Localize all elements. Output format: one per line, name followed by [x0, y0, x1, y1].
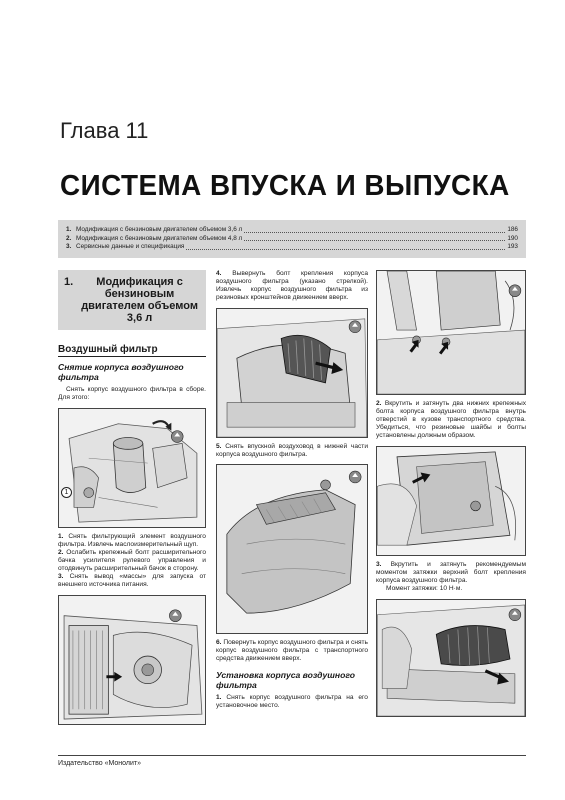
toc-page: 186 — [507, 226, 518, 233]
procedure-heading: Установка корпуса воздушного фильтра — [216, 670, 355, 690]
step-item — [376, 561, 526, 585]
page-title: СИСТЕМА ВПУСКА И ВЫПУСКА — [60, 170, 510, 202]
step-item — [216, 694, 368, 710]
column-right — [376, 270, 526, 717]
step-text: Вывернуть болт крепления корпуса воздушного фильтра (указано стрелкой). Извлечь корпус воздушного фильтра из резиновых кронштейнов движением вверх. — [216, 270, 368, 301]
toc-leader — [186, 243, 505, 250]
toc-text: Модификация с бензиновым двигателем объемом 3,6 л — [76, 226, 243, 233]
torque-spec: Момент затяжки: 10 Н·м. — [386, 585, 463, 592]
subsection-heading: Воздушный фильтр — [58, 344, 206, 357]
toc-row[interactable] — [66, 243, 518, 252]
footer-divider — [58, 755, 526, 756]
figure-filter-bolt — [216, 308, 368, 438]
figure-lower-bolts — [376, 270, 526, 395]
step-text: Снять корпус воздушного фильтра на его установочное место. — [216, 694, 368, 710]
step-item — [58, 533, 206, 549]
callout-marker: 1 — [61, 487, 72, 498]
toc-number: 3. — [66, 243, 72, 251]
chapter-heading: Глава 11 — [60, 118, 149, 143]
toc-text: Модификация с бензиновым двигателем объемом 4,8 л — [76, 234, 243, 242]
step-text: Ослабить крепежный болт расширительного бачка усилителя рулевого управления и отодвинуть расширительный бачок в сторону. — [58, 549, 206, 573]
table-of-contents — [58, 220, 526, 258]
figure-ground-terminal — [58, 595, 206, 725]
step-item — [216, 270, 368, 302]
step-item — [58, 549, 206, 573]
section-title: Модификация с бензиновым двигателем объемом 3,6 л — [81, 276, 198, 324]
step-text: Снять впускной воздуховод в нижней части корпуса воздушного фильтра. — [216, 443, 368, 458]
step-item — [376, 400, 526, 440]
figure-engine-bay-filter — [58, 408, 206, 528]
step-text: Снять вывод «массы» для запуска от внешнего источника питания. — [58, 573, 206, 589]
toc-number: 2. — [66, 234, 72, 242]
ground-terminal-illustration — [59, 596, 205, 724]
column-middle — [216, 270, 368, 710]
lower-bolts-illustration — [377, 271, 525, 394]
toc-leader — [244, 235, 505, 242]
toc-page: 193 — [507, 243, 518, 251]
procedure-heading: Снятие корпуса воздушного фильтра — [58, 362, 184, 382]
figure-intake-duct — [216, 464, 368, 634]
step-item — [216, 443, 368, 459]
step-item — [58, 573, 206, 589]
toc-text: Сервисные данные и спецификация — [76, 243, 185, 251]
step-number: 3. — [58, 573, 64, 581]
toc-number: 1. — [66, 226, 72, 233]
upper-bolt-illustration — [377, 447, 525, 555]
step-text: Вкрутить и затянуть рекомендуемым моментом затяжки верхний болт крепления корпуса воздушного фильтра. — [376, 561, 526, 584]
engine-bay-illustration — [59, 409, 205, 527]
section-number: 1. — [64, 276, 74, 288]
step-text: Снять фильтрующий элемент воздушного фильтра. Извлечь маслоизмерительный щуп. — [58, 533, 206, 549]
step-text: Вкрутить и затянуть два нижних крепежных болта корпуса воздушного фильтра внутрь отверстий в кузове транспортного средства. Убедиться, что резиновые шайбы и болты установлены должным образом. — [376, 400, 526, 439]
footer-publisher: Издательство «Монолит» — [58, 760, 142, 767]
figure-duct-installed — [376, 599, 526, 717]
step-number: 6. — [216, 639, 222, 646]
step-number: 2. — [376, 400, 382, 407]
step-number: 1. — [216, 694, 222, 702]
step-number: 2. — [58, 549, 64, 557]
step-text: Повернуть корпус воздушного фильтра и снять корпус воздушного фильтра с транспортного средства движением вверх. — [216, 639, 368, 662]
column-left — [58, 270, 206, 725]
intake-duct-illustration — [217, 465, 367, 633]
toc-leader — [244, 226, 505, 233]
step-number: 4. — [216, 270, 222, 277]
step-number: 1. — [58, 533, 64, 541]
paragraph: Снять корпус воздушного фильтра в сборе. Для этого: — [58, 386, 206, 402]
step-item — [216, 639, 368, 663]
toc-row[interactable] — [66, 235, 518, 244]
toc-page: 190 — [507, 234, 518, 242]
step-number: 5. — [216, 443, 222, 450]
toc-row[interactable] — [66, 226, 518, 235]
step-number: 3. — [376, 561, 382, 568]
figure-upper-bolt — [376, 446, 526, 556]
duct-installed-illustration — [377, 600, 525, 716]
section-heading-box — [58, 270, 206, 330]
filter-bolt-illustration — [217, 309, 367, 437]
